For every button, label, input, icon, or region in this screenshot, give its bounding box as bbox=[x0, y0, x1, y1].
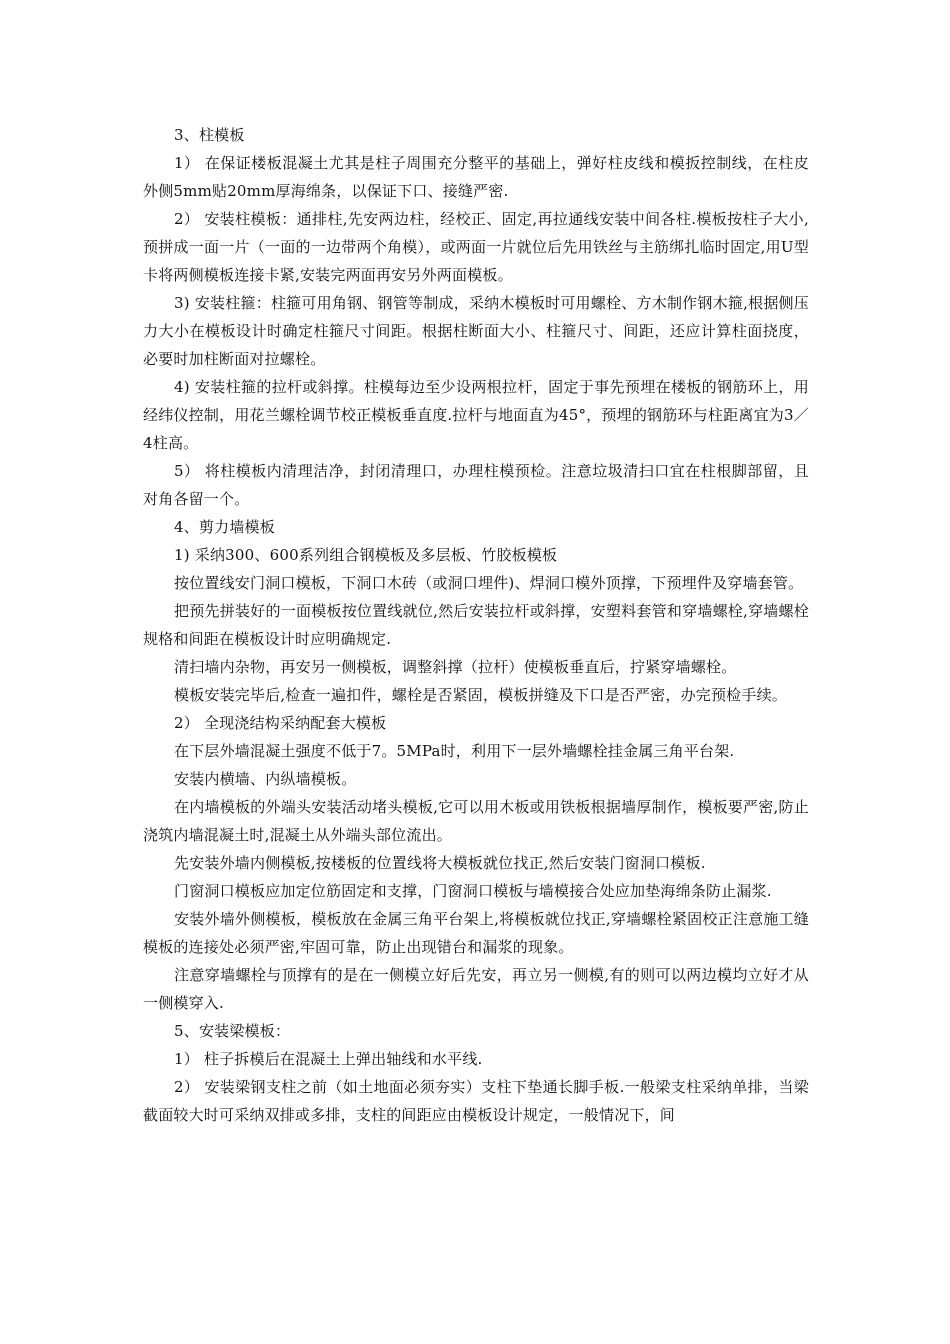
section-heading-beam-formwork: 5、安装梁模板： bbox=[174, 1022, 291, 1040]
paragraph-beam-step-2: 2） 安装梁钢支柱之前（如土地面必须夯实）支柱下垫通长脚手板.一般梁支柱采纳单排，当梁截面较大时可采纳双排或多排，支柱的间距应由模板设计规定，一般情况下，间 bbox=[143, 1078, 809, 1124]
paragraph-large-formwork-window-openings: 门窗洞口模板应加定位筋固定和支撑，门窗洞口模板与墙模接合处应加垫海绵条防止漏浆. bbox=[174, 882, 772, 900]
paragraph-shear-wall-inspection: 模板安装完毕后,检查一遍扣件，螺栓是否紧固，模板拼缝及下口是否严密，办完预检手续。 bbox=[174, 686, 787, 704]
section-heading-column-formwork: 3、柱模板 bbox=[174, 126, 245, 144]
paragraph-large-formwork-outer-side: 安装外墙外侧模板，模板放在金属三角平台架上,将模板就位找正,穿墙螺栓紧固校正注意施工缝模板的连接处必须严密,牢固可靠，防止出现错台和漏浆的现象。 bbox=[143, 910, 809, 956]
paragraph-large-formwork-heading: 2） 全现浇结构采纳配套大模板 bbox=[174, 714, 387, 732]
paragraph-large-formwork-inner-walls: 安装内横墙、内纵墙模板。 bbox=[174, 770, 357, 788]
paragraph-column-step-2: 2） 安装柱模板：通排柱,先安两边柱，经校正、固定,再拉通线安装中间各柱.模板按柱子大小,预拼成一面一片（一面的一边带两个角模），或两面一片就位后先用铁丝与主筋绑扎临时固定,用U型卡将两侧模板连接卡紧,安装完两面再安另外两面模板。 bbox=[143, 210, 809, 284]
paragraph-column-step-1: 1） 在保证楼板混凝土尤其是柱子周围充分整平的基础上，弹好柱皮线和模扳控制线，在柱皮外侧5mm贴20mm厚海绵条，以保证下口、接缝严密. bbox=[143, 154, 809, 200]
paragraph-shear-wall-step-1: 1) 采纳300、600系列组合钢模板及多层板、竹胶板模板 bbox=[174, 546, 558, 564]
paragraph-shear-wall-positioning: 把预先拼装好的一面模板按位置线就位,然后安装拉杆或斜撑，安塑料套管和穿墙螺栓,穿墙螺栓规格和间距在模板设计时应明确规定. bbox=[143, 602, 809, 648]
paragraph-beam-step-1: 1） 柱子拆模后在混凝土上弹出轴线和水平线. bbox=[174, 1050, 483, 1068]
document-body bbox=[143, 121, 809, 1129]
paragraph-column-step-4: 4) 安装柱箍的拉杆或斜撑。柱模每边至少设两根拉杆，固定于事先预埋在楼板的钢筋环上，用经纬仪控制，用花兰螺栓调节校正模板垂直度.拉杆与地面直为45°，预埋的钢筋环与柱距离宜为3／4柱高。 bbox=[143, 378, 809, 452]
paragraph-large-formwork-platform: 在下层外墙混凝土强度不低于7。5MPa时，利用下一层外墙螺栓挂金属三角平台架. bbox=[174, 742, 735, 760]
paragraph-shear-wall-cleaning: 清扫墙内杂物，再安另一侧模板，调整斜撑（拉杆）使模板垂直后，拧紧穿墙螺栓。 bbox=[174, 658, 737, 676]
paragraph-large-formwork-outer-inner-side: 先安装外墙内侧模板,按楼板的位置线将大模板就位找正,然后安装门窗洞口模板. bbox=[174, 854, 706, 872]
section-heading-shear-wall-formwork: 4、剪力墙模板 bbox=[174, 518, 275, 536]
paragraph-large-formwork-bolts: 注意穿墙螺栓与顶撑有的是在一侧模立好后先安，再立另一侧模,有的则可以两边模均立好才从一侧模穿入. bbox=[143, 966, 809, 1012]
paragraph-large-formwork-end-plugs: 在内墙模板的外端头安装活动堵头模板,它可以用木板或用铁板根据墙厚制作，模板要严密,防止浇筑内墙混凝土时,混凝土从外端头部位流出。 bbox=[143, 798, 809, 844]
paragraph-column-step-5: 5） 将柱模板内清理洁净，封闭清理口，办理柱模预检。注意垃圾清扫口宜在柱根脚部留，且对角各留一个。 bbox=[143, 462, 809, 508]
paragraph-column-step-3: 3) 安装柱箍：柱箍可用角钢、钢管等制成，采纳木模板时可用螺栓、方木制作钢木箍,根据侧压力大小在模板设计时确定柱箍尺寸间距。根据柱断面大小、柱箍尺寸、间距，还应计算柱面挠度，必要时加柱断面对拉螺栓。 bbox=[143, 294, 809, 368]
paragraph-shear-wall-door-openings: 按位置线安门洞口模板，下洞口木砖（或洞口埋件)、焊洞口模外顶撑，下预埋件及穿墙套管。 bbox=[174, 574, 804, 592]
